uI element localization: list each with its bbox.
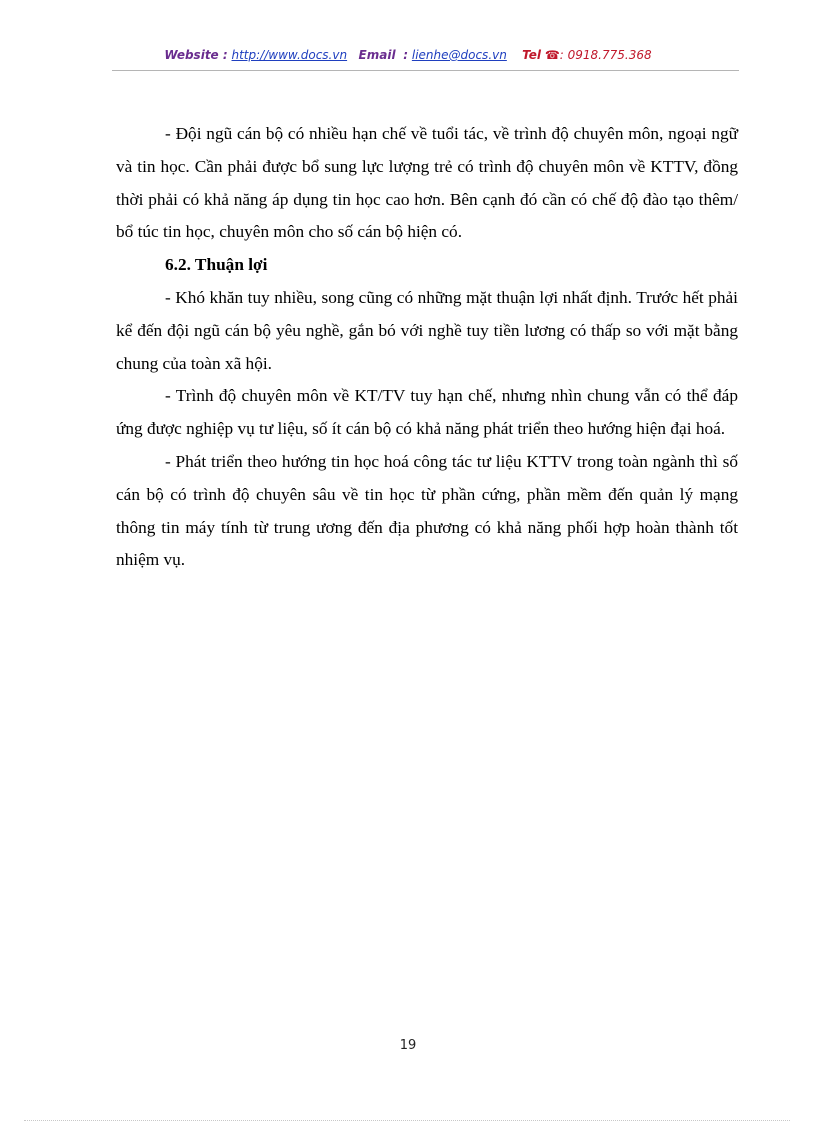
email-separator: : [403,48,409,62]
paragraph-it-development: - Phát triển theo hướng tin học hoá công tác tư liệu KTTV trong toàn ngành thì số cán bộ có trình độ chuyên sâu về tin học từ phần cứng, phần mềm đến quản lý mạng thông tin máy tính từ trung ương đến địa phương có khả năng phối hợp hoàn thành tốt nhiệm vụ. [116,451,738,570]
header-divider [112,70,739,71]
website-label: Website : [164,48,228,62]
footer-divider [24,1120,790,1121]
email-label: Email [358,48,396,62]
paragraph-advantages: - Khó khăn tuy nhiều, song cũng có những mặt thuận lợi nhất định. Trước hết phải kể đến đội ngũ cán bộ yêu nghề, gắn bó với nghề tuy tiền lương có thấp so với mặt bằng chung của toàn xã hội. [116,287,738,373]
section-heading: 6.2. Thuận lợi [165,255,268,275]
page-number: 19 [399,1038,417,1053]
telephone-icon: ☎ [544,48,560,62]
website-link[interactable]: http://www.docs.vn [231,48,348,62]
page-header [0,47,816,63]
email-link[interactable]: lienhe@docs.vn [411,48,507,62]
paragraph-staff-limitations: - Đội ngũ cán bộ có nhiều hạn chế về tuổi tác, về trình độ chuyên môn, ngoại ngữ và tin học. Cần phải được bổ sung lực lượng trẻ có trình độ chuyên môn về KTTV, đồng thời phải có khả năng áp dụng tin học cao hơn. Bên cạnh đó cần có chế độ đào tạo thêm/ bổ túc tin học, chuyên môn cho số cán bộ hiện có. [116,124,738,242]
document-body [116,118,738,577]
paragraph-expertise: - Trình độ chuyên môn về KT/TV tuy hạn chế, nhưng nhìn chung vẫn có thể đáp ứng được nghiệp vụ tư liệu, số ít cán bộ có khả năng phát triển theo hướng hiện đại hoá. [116,386,738,439]
tel-label: Tel [522,48,541,62]
phone-number: : 0918.775.368 [559,48,652,62]
